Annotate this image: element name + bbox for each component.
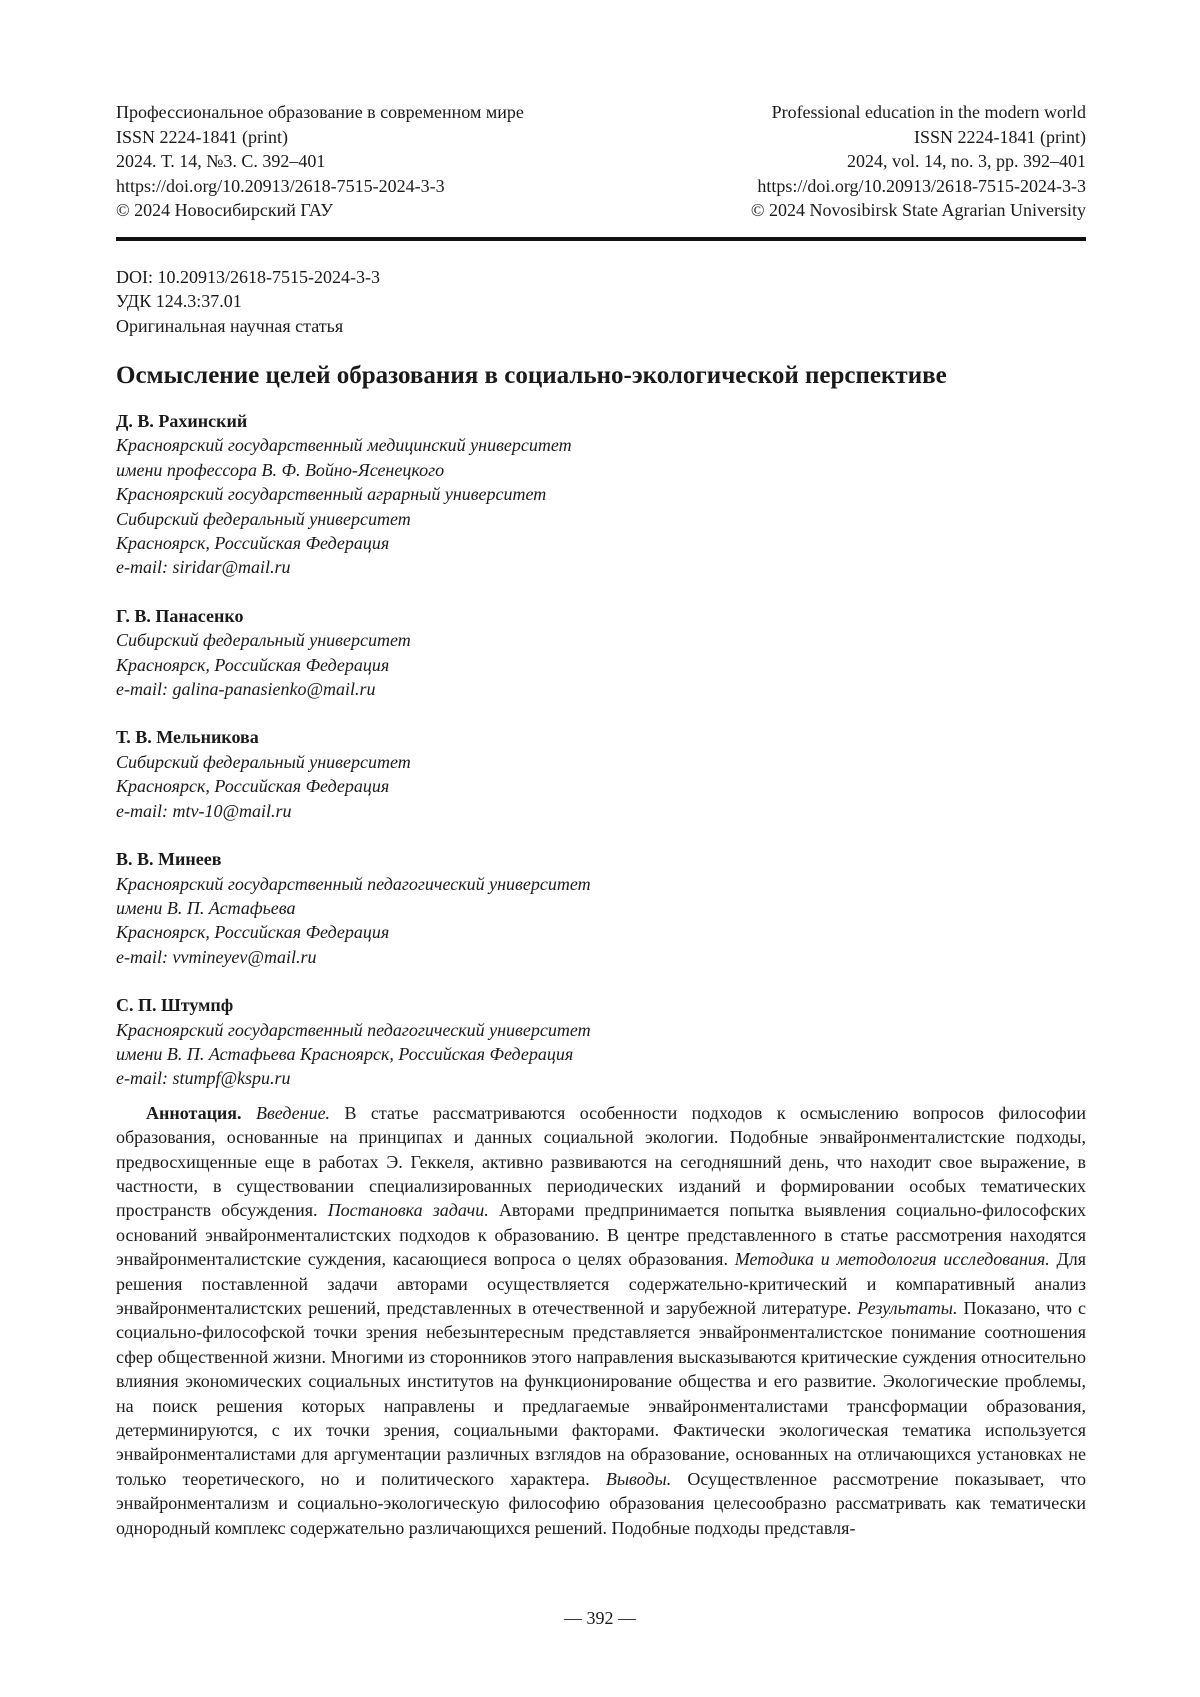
- author-list: [116, 409, 1086, 1091]
- article-type: Оригинальная научная статья: [116, 314, 1086, 339]
- author-location: Красноярск, Российская Федерация: [116, 653, 1086, 677]
- journal-title-ru: Профессиональное образование в современном мире: [116, 100, 524, 125]
- abstract-section-text: Для решения поставленной задачи авторами осуществляется содержательно-критический и компаративный анализ энвайронменталистских решений, представленных в отечественной и зарубежной литературе.: [116, 1249, 1086, 1318]
- author-block: [116, 847, 1086, 969]
- header-divider: [116, 237, 1086, 241]
- author-affiliation: Красноярский государственный медицинский университет: [116, 433, 1086, 457]
- issue-info-ru: 2024. Т. 14, №3. С. 392–401: [116, 149, 524, 174]
- page-number: — 392 —: [0, 1606, 1200, 1630]
- article-doi: DOI: 10.20913/2618-7515-2024-3-3: [116, 265, 1086, 290]
- author-affiliation: имени В. П. Астафьева: [116, 896, 1086, 920]
- author-affiliation: Красноярский государственный педагогический университет: [116, 1018, 1086, 1042]
- author-location: Красноярск, Российская Федерация: [116, 531, 1086, 555]
- article-title: Осмысление целей образования в социально-экологической перспективе: [116, 360, 1086, 392]
- abstract-section-text: В статье рассматриваются особенности подходов к осмыслению вопросов философии образования, основанные на принципах и данных социальной экологии. Подобные энвайронменталистские подходы, предвосхищенные еще в работах Э. Геккеля, активно развиваются на сегодняшний день, что находит свое выражение, в частности, в существовании специализированных периодических изданий и формировании особых тематических пространств обсуждения.: [116, 1103, 1086, 1221]
- journal-header-english: [751, 100, 1086, 223]
- author-block: [116, 409, 1086, 580]
- doi-link-en[interactable]: https://doi.org/10.20913/2618-7515-2024-3-3: [751, 174, 1086, 199]
- journal-header: [116, 100, 1086, 223]
- article-page: [116, 100, 1086, 1540]
- author-email[interactable]: e-mail: mtv-10@mail.ru: [116, 799, 1086, 823]
- author-location: Красноярск, Российская Федерация: [116, 920, 1086, 944]
- author-block: [116, 604, 1086, 702]
- author-name: Г. В. Панасенко: [116, 604, 1086, 628]
- author-name: С. П. Штумпф: [116, 993, 1086, 1017]
- copyright-en: © 2024 Novosibirsk State Agrarian University: [751, 198, 1086, 223]
- journal-header-russian: [116, 100, 524, 223]
- issue-info-en: 2024, vol. 14, no. 3, pp. 392–401: [751, 149, 1086, 174]
- copyright-ru: © 2024 Новосибирский ГАУ: [116, 198, 524, 223]
- author-block: [116, 993, 1086, 1091]
- abstract-section-heading: Постановка задачи.: [328, 1200, 489, 1220]
- article-meta: [116, 265, 1086, 339]
- abstract-section-heading: Методика и методология исследования.: [735, 1249, 1050, 1269]
- abstract-section-heading: Выводы.: [606, 1469, 671, 1489]
- author-name: Т. В. Мельникова: [116, 725, 1086, 749]
- abstract-section-text: Осуществленное рассмотрение показывает, что энвайронментализм и социально-экологическую философию образования целесообразно рассматривать как тематически однородный комплекс содержательно различающихся решений. Подобные подходы представля-: [116, 1469, 1086, 1538]
- issn-ru: ISSN 2224-1841 (print): [116, 125, 524, 150]
- abstract-section-heading: Результаты.: [857, 1298, 957, 1318]
- doi-link-ru[interactable]: https://doi.org/10.20913/2618-7515-2024-3-3: [116, 174, 524, 199]
- journal-title-en: Professional education in the modern world: [751, 100, 1086, 125]
- author-block: [116, 725, 1086, 823]
- author-email[interactable]: e-mail: stumpf@kspu.ru: [116, 1066, 1086, 1090]
- author-location: Красноярск, Российская Федерация: [116, 774, 1086, 798]
- author-affiliation: Сибирский федеральный университет: [116, 750, 1086, 774]
- author-affiliation: имени профессора В. Ф. Войно-Ясенецкого: [116, 458, 1086, 482]
- abstract-section-text: Показано, что с социально-философской точки зрения небезынтересным представляется энвайронменталистское понимание соотношения сфер общественной жизни. Многими из сторонников этого направления высказываются критические суждения относительно влияния экономических социальных институтов на функционирование общества и его развитие. Экологические проблемы, на поиск решения которых направлены и предлагаемые энвайронменталистами трансформации образования, детерминируются, с их точки зрения, социальными факторами. Фактически экологическая тематика используется энвайронменталистами для аргументации различных взглядов на образование, основанных на отличающихся установках не только теоретического, но и политического характера.: [116, 1298, 1086, 1489]
- abstract-section-text: Авторами предпринимается попытка выявления социально-философских оснований энвайронменталистских подходов к образованию. В центре представленного в статье рассмотрения находятся энвайронменталистские суждения, касающиеся вопроса о целях образования.: [116, 1200, 1086, 1269]
- abstract-section-heading: Введение.: [256, 1103, 330, 1123]
- article-udk: УДК 124.3:37.01: [116, 289, 1086, 314]
- author-email[interactable]: e-mail: galina-panasienko@mail.ru: [116, 677, 1086, 701]
- abstract-label: Аннотация.: [146, 1103, 242, 1123]
- author-affiliation: Сибирский федеральный университет: [116, 507, 1086, 531]
- abstract: [116, 1101, 1086, 1540]
- author-affiliation: имени В. П. Астафьева Красноярск, Российская Федерация: [116, 1042, 1086, 1066]
- author-name: В. В. Минеев: [116, 847, 1086, 871]
- author-name: Д. В. Рахинский: [116, 409, 1086, 433]
- author-affiliation: Красноярский государственный педагогический университет: [116, 872, 1086, 896]
- author-affiliation: Красноярский государственный аграрный университет: [116, 482, 1086, 506]
- author-email[interactable]: e-mail: vvmineyev@mail.ru: [116, 945, 1086, 969]
- author-affiliation: Сибирский федеральный университет: [116, 628, 1086, 652]
- issn-en: ISSN 2224-1841 (print): [751, 125, 1086, 150]
- author-email[interactable]: e-mail: siridar@mail.ru: [116, 555, 1086, 579]
